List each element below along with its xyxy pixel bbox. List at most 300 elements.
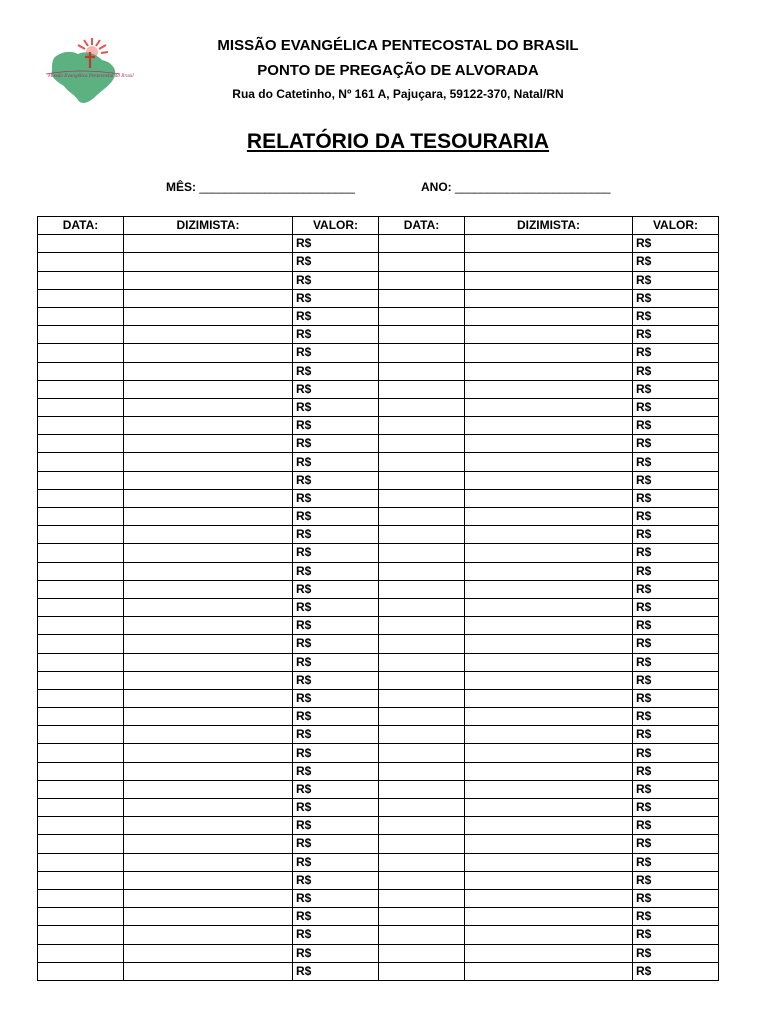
data-cell-left[interactable] xyxy=(38,435,124,453)
data-cell-right[interactable] xyxy=(379,289,465,307)
data-cell-left[interactable] xyxy=(38,453,124,471)
dizimista-cell-left[interactable] xyxy=(124,908,293,926)
table-row xyxy=(38,598,719,616)
table-row xyxy=(38,926,719,944)
valor-cell-right[interactable]: R$ xyxy=(633,380,719,398)
dizimista-cell-right[interactable] xyxy=(465,835,633,853)
data-cell-left[interactable] xyxy=(38,853,124,871)
dizimista-cell-left[interactable] xyxy=(124,671,293,689)
data-cell-right[interactable] xyxy=(379,817,465,835)
valor-cell-right[interactable]: R$ xyxy=(633,435,719,453)
data-cell-left[interactable] xyxy=(38,671,124,689)
table-header-row xyxy=(38,217,719,235)
dizimista-cell-left[interactable] xyxy=(124,562,293,580)
data-cell-left[interactable] xyxy=(38,344,124,362)
valor-cell-left[interactable]: R$ xyxy=(293,726,379,744)
data-cell-right[interactable] xyxy=(379,962,465,980)
data-cell-right[interactable] xyxy=(379,689,465,707)
dizimista-cell-left[interactable] xyxy=(124,235,293,253)
dizimista-cell-right[interactable] xyxy=(465,453,633,471)
dizimista-cell-right[interactable] xyxy=(465,362,633,380)
dizimista-cell-left[interactable] xyxy=(124,435,293,453)
org-name: MISSÃO EVANGÉLICA PENTECOSTAL DO BRASIL xyxy=(217,37,579,54)
table-row xyxy=(38,362,719,380)
table-row xyxy=(38,708,719,726)
dizimista-cell-right[interactable] xyxy=(465,853,633,871)
valor-cell-right[interactable]: R$ xyxy=(633,708,719,726)
valor-cell-left[interactable]: R$ xyxy=(293,653,379,671)
valor-cell-left[interactable]: R$ xyxy=(293,617,379,635)
data-cell-right[interactable] xyxy=(379,453,465,471)
dizimista-cell-right[interactable] xyxy=(465,326,633,344)
data-cell-right[interactable] xyxy=(379,671,465,689)
valor-cell-right[interactable]: R$ xyxy=(633,889,719,907)
dizimista-cell-left[interactable] xyxy=(124,598,293,616)
dizimista-cell-right[interactable] xyxy=(465,253,633,271)
data-cell-left[interactable] xyxy=(38,417,124,435)
dizimista-cell-left[interactable] xyxy=(124,417,293,435)
data-cell-left[interactable] xyxy=(38,562,124,580)
valor-cell-left[interactable]: R$ xyxy=(293,344,379,362)
dizimista-cell-right[interactable] xyxy=(465,598,633,616)
header-data-left: DATA: xyxy=(38,217,124,235)
dizimista-cell-left[interactable] xyxy=(124,926,293,944)
table-row xyxy=(38,435,719,453)
dizimista-cell-right[interactable] xyxy=(465,635,633,653)
data-cell-left[interactable] xyxy=(38,817,124,835)
data-cell-left[interactable] xyxy=(38,271,124,289)
valor-cell-right[interactable]: R$ xyxy=(633,726,719,744)
valor-cell-left[interactable]: R$ xyxy=(293,635,379,653)
data-cell-left[interactable] xyxy=(38,780,124,798)
data-cell-left[interactable] xyxy=(38,489,124,507)
dizimista-cell-right[interactable] xyxy=(465,762,633,780)
data-cell-left[interactable] xyxy=(38,653,124,671)
dizimista-cell-left[interactable] xyxy=(124,853,293,871)
ano-field[interactable] xyxy=(421,180,610,194)
valor-cell-right[interactable]: R$ xyxy=(633,780,719,798)
dizimista-cell-left[interactable] xyxy=(124,762,293,780)
header-valor-left: VALOR: xyxy=(293,217,379,235)
dizimista-cell-right[interactable] xyxy=(465,889,633,907)
dizimista-cell-left[interactable] xyxy=(124,744,293,762)
data-cell-right[interactable] xyxy=(379,653,465,671)
valor-cell-left[interactable]: R$ xyxy=(293,962,379,980)
table-row xyxy=(38,762,719,780)
dizimista-cell-left[interactable] xyxy=(124,471,293,489)
valor-cell-right[interactable]: R$ xyxy=(633,453,719,471)
data-cell-left[interactable] xyxy=(38,799,124,817)
data-cell-right[interactable] xyxy=(379,307,465,325)
valor-cell-left[interactable]: R$ xyxy=(293,417,379,435)
data-cell-left[interactable] xyxy=(38,508,124,526)
data-cell-left[interactable] xyxy=(38,726,124,744)
data-cell-right[interactable] xyxy=(379,435,465,453)
table-row xyxy=(38,526,719,544)
data-cell-left[interactable] xyxy=(38,689,124,707)
dizimista-cell-left[interactable] xyxy=(124,307,293,325)
dizimista-cell-right[interactable] xyxy=(465,726,633,744)
valor-cell-left[interactable]: R$ xyxy=(293,835,379,853)
valor-cell-left[interactable]: R$ xyxy=(293,307,379,325)
valor-cell-right[interactable]: R$ xyxy=(633,635,719,653)
table-row xyxy=(38,344,719,362)
dizimista-cell-right[interactable] xyxy=(465,617,633,635)
valor-cell-right[interactable]: R$ xyxy=(633,853,719,871)
data-cell-right[interactable] xyxy=(379,489,465,507)
dizimista-cell-right[interactable] xyxy=(465,653,633,671)
valor-cell-left[interactable]: R$ xyxy=(293,289,379,307)
table-row xyxy=(38,889,719,907)
ano-input-line[interactable]: ________________________ xyxy=(455,180,611,194)
dizimista-cell-left[interactable] xyxy=(124,653,293,671)
dizimista-cell-right[interactable] xyxy=(465,580,633,598)
dizimista-cell-left[interactable] xyxy=(124,271,293,289)
dizimista-cell-right[interactable] xyxy=(465,671,633,689)
data-cell-left[interactable] xyxy=(38,289,124,307)
data-cell-left[interactable] xyxy=(38,889,124,907)
dizimista-cell-left[interactable] xyxy=(124,580,293,598)
table-row xyxy=(38,453,719,471)
data-cell-right[interactable] xyxy=(379,617,465,635)
valor-cell-right[interactable]: R$ xyxy=(633,344,719,362)
data-cell-left[interactable] xyxy=(38,253,124,271)
data-cell-right[interactable] xyxy=(379,871,465,889)
valor-cell-left[interactable]: R$ xyxy=(293,235,379,253)
dizimista-cell-right[interactable] xyxy=(465,689,633,707)
table-row xyxy=(38,653,719,671)
data-cell-right[interactable] xyxy=(379,835,465,853)
mes-label: MÊS: xyxy=(166,180,196,194)
table-row xyxy=(38,235,719,253)
valor-cell-right[interactable]: R$ xyxy=(633,362,719,380)
table-row xyxy=(38,799,719,817)
data-cell-left[interactable] xyxy=(38,871,124,889)
valor-cell-right[interactable]: R$ xyxy=(633,508,719,526)
data-cell-left[interactable] xyxy=(38,962,124,980)
table-row xyxy=(38,835,719,853)
dizimista-cell-right[interactable] xyxy=(465,908,633,926)
valor-cell-right[interactable]: R$ xyxy=(633,962,719,980)
table-row xyxy=(38,326,719,344)
table-row xyxy=(38,380,719,398)
table-row xyxy=(38,726,719,744)
data-cell-right[interactable] xyxy=(379,762,465,780)
dizimista-cell-right[interactable] xyxy=(465,708,633,726)
dizimista-cell-left[interactable] xyxy=(124,380,293,398)
data-cell-right[interactable] xyxy=(379,926,465,944)
valor-cell-left[interactable]: R$ xyxy=(293,380,379,398)
dizimista-cell-right[interactable] xyxy=(465,435,633,453)
dizimista-cell-left[interactable] xyxy=(124,253,293,271)
dizimista-cell-right[interactable] xyxy=(465,380,633,398)
dizimista-cell-left[interactable] xyxy=(124,689,293,707)
dizimista-cell-left[interactable] xyxy=(124,726,293,744)
data-cell-left[interactable] xyxy=(38,380,124,398)
table-row xyxy=(38,817,719,835)
dizimista-cell-right[interactable] xyxy=(465,271,633,289)
dizimista-cell-left[interactable] xyxy=(124,962,293,980)
logo-script-text: Missão Evangélica Pentecostal do Brasil xyxy=(48,73,134,78)
data-cell-right[interactable] xyxy=(379,508,465,526)
valor-cell-right[interactable]: R$ xyxy=(633,762,719,780)
valor-cell-left[interactable]: R$ xyxy=(293,853,379,871)
valor-cell-right[interactable]: R$ xyxy=(633,526,719,544)
valor-cell-left[interactable]: R$ xyxy=(293,253,379,271)
valor-cell-right[interactable]: R$ xyxy=(633,417,719,435)
table-row xyxy=(38,744,719,762)
data-cell-right[interactable] xyxy=(379,853,465,871)
data-cell-right[interactable] xyxy=(379,526,465,544)
valor-cell-left[interactable]: R$ xyxy=(293,435,379,453)
dizimista-cell-right[interactable] xyxy=(465,544,633,562)
data-cell-right[interactable] xyxy=(379,235,465,253)
table-row xyxy=(38,944,719,962)
valor-cell-right[interactable]: R$ xyxy=(633,580,719,598)
page-title: RELATÓRIO DA TESOURARIA xyxy=(246,130,550,153)
dizimista-cell-left[interactable] xyxy=(124,508,293,526)
table-row xyxy=(38,307,719,325)
table-row xyxy=(38,780,719,798)
valor-cell-left[interactable]: R$ xyxy=(293,544,379,562)
data-cell-right[interactable] xyxy=(379,471,465,489)
valor-cell-right[interactable]: R$ xyxy=(633,653,719,671)
dizimista-cell-right[interactable] xyxy=(465,471,633,489)
table-row xyxy=(38,471,719,489)
data-cell-left[interactable] xyxy=(38,944,124,962)
data-cell-left[interactable] xyxy=(38,598,124,616)
valor-cell-left[interactable]: R$ xyxy=(293,598,379,616)
dizimista-cell-left[interactable] xyxy=(124,889,293,907)
dizimista-cell-right[interactable] xyxy=(465,508,633,526)
header-valor-right: VALOR: xyxy=(633,217,719,235)
valor-cell-right[interactable]: R$ xyxy=(633,289,719,307)
data-cell-right[interactable] xyxy=(379,344,465,362)
dizimista-cell-left[interactable] xyxy=(124,453,293,471)
data-cell-right[interactable] xyxy=(379,417,465,435)
dizimista-cell-right[interactable] xyxy=(465,562,633,580)
valor-cell-left[interactable]: R$ xyxy=(293,489,379,507)
valor-cell-right[interactable]: R$ xyxy=(633,271,719,289)
valor-cell-right[interactable]: R$ xyxy=(633,398,719,416)
data-cell-left[interactable] xyxy=(38,617,124,635)
valor-cell-left[interactable]: R$ xyxy=(293,362,379,380)
valor-cell-left[interactable]: R$ xyxy=(293,889,379,907)
dizimista-cell-right[interactable] xyxy=(465,817,633,835)
mes-field[interactable] xyxy=(166,180,355,194)
table-row xyxy=(38,635,719,653)
header-dizimista-left: DIZIMISTA: xyxy=(124,217,293,235)
dizimista-cell-left[interactable] xyxy=(124,398,293,416)
valor-cell-left[interactable]: R$ xyxy=(293,744,379,762)
valor-cell-left[interactable]: R$ xyxy=(293,671,379,689)
valor-cell-right[interactable]: R$ xyxy=(633,598,719,616)
address: Rua do Catetinho, Nº 161 A, Pajuçara, 59122-370, Natal/RN xyxy=(232,87,564,101)
valor-cell-left[interactable]: R$ xyxy=(293,689,379,707)
table-row xyxy=(38,689,719,707)
dizimista-cell-right[interactable] xyxy=(465,744,633,762)
valor-cell-left[interactable]: R$ xyxy=(293,780,379,798)
data-cell-right[interactable] xyxy=(379,726,465,744)
data-cell-left[interactable] xyxy=(38,708,124,726)
valor-cell-left[interactable]: R$ xyxy=(293,562,379,580)
valor-cell-right[interactable]: R$ xyxy=(633,817,719,835)
table-row xyxy=(38,508,719,526)
dizimista-cell-left[interactable] xyxy=(124,544,293,562)
valor-cell-left[interactable]: R$ xyxy=(293,708,379,726)
data-cell-right[interactable] xyxy=(379,326,465,344)
data-cell-left[interactable] xyxy=(38,526,124,544)
dizimista-cell-right[interactable] xyxy=(465,489,633,507)
data-cell-left[interactable] xyxy=(38,744,124,762)
dizimista-cell-right[interactable] xyxy=(465,871,633,889)
dizimista-cell-left[interactable] xyxy=(124,489,293,507)
data-cell-left[interactable] xyxy=(38,326,124,344)
dizimista-cell-right[interactable] xyxy=(465,780,633,798)
dizimista-cell-right[interactable] xyxy=(465,944,633,962)
dizimista-cell-left[interactable] xyxy=(124,944,293,962)
table-row xyxy=(38,617,719,635)
dizimista-cell-left[interactable] xyxy=(124,635,293,653)
table-row xyxy=(38,871,719,889)
data-cell-right[interactable] xyxy=(379,908,465,926)
data-cell-right[interactable] xyxy=(379,744,465,762)
valor-cell-right[interactable]: R$ xyxy=(633,689,719,707)
header-data-right: DATA: xyxy=(379,217,465,235)
valor-cell-right[interactable]: R$ xyxy=(633,562,719,580)
table-row xyxy=(38,253,719,271)
dizimista-cell-left[interactable] xyxy=(124,526,293,544)
table-row xyxy=(38,562,719,580)
valor-cell-left[interactable]: R$ xyxy=(293,398,379,416)
valor-cell-left[interactable]: R$ xyxy=(293,944,379,962)
data-cell-right[interactable] xyxy=(379,544,465,562)
data-cell-right[interactable] xyxy=(379,799,465,817)
ano-label: ANO: xyxy=(421,180,452,194)
valor-cell-right[interactable]: R$ xyxy=(633,235,719,253)
dizimista-cell-right[interactable] xyxy=(465,344,633,362)
data-cell-right[interactable] xyxy=(379,944,465,962)
dizimista-cell-left[interactable] xyxy=(124,344,293,362)
valor-cell-right[interactable]: R$ xyxy=(633,307,719,325)
valor-cell-right[interactable]: R$ xyxy=(633,944,719,962)
dizimista-cell-right[interactable] xyxy=(465,799,633,817)
valor-cell-left[interactable]: R$ xyxy=(293,508,379,526)
valor-cell-left[interactable]: R$ xyxy=(293,271,379,289)
valor-cell-right[interactable]: R$ xyxy=(633,926,719,944)
data-cell-right[interactable] xyxy=(379,889,465,907)
dizimista-cell-right[interactable] xyxy=(465,417,633,435)
valor-cell-left[interactable]: R$ xyxy=(293,926,379,944)
table-row xyxy=(38,962,719,980)
valor-cell-left[interactable]: R$ xyxy=(293,817,379,835)
table-row xyxy=(38,671,719,689)
dizimista-cell-left[interactable] xyxy=(124,817,293,835)
data-cell-left[interactable] xyxy=(38,835,124,853)
valor-cell-right[interactable]: R$ xyxy=(633,544,719,562)
valor-cell-left[interactable]: R$ xyxy=(293,471,379,489)
valor-cell-right[interactable]: R$ xyxy=(633,744,719,762)
data-cell-left[interactable] xyxy=(38,908,124,926)
valor-cell-left[interactable]: R$ xyxy=(293,326,379,344)
dizimista-cell-right[interactable] xyxy=(465,307,633,325)
valor-cell-right[interactable]: R$ xyxy=(633,908,719,926)
data-cell-right[interactable] xyxy=(379,253,465,271)
dizimista-cell-left[interactable] xyxy=(124,617,293,635)
dizimista-cell-left[interactable] xyxy=(124,362,293,380)
valor-cell-right[interactable]: R$ xyxy=(633,489,719,507)
valor-cell-right[interactable]: R$ xyxy=(633,253,719,271)
dizimista-cell-left[interactable] xyxy=(124,780,293,798)
valor-cell-left[interactable]: R$ xyxy=(293,453,379,471)
data-cell-right[interactable] xyxy=(379,380,465,398)
dizimista-cell-left[interactable] xyxy=(124,799,293,817)
dizimista-cell-left[interactable] xyxy=(124,326,293,344)
valor-cell-left[interactable]: R$ xyxy=(293,908,379,926)
valor-cell-left[interactable]: R$ xyxy=(293,871,379,889)
dizimista-cell-right[interactable] xyxy=(465,926,633,944)
valor-cell-left[interactable]: R$ xyxy=(293,799,379,817)
dizimista-cell-right[interactable] xyxy=(465,235,633,253)
data-cell-left[interactable] xyxy=(38,398,124,416)
data-cell-left[interactable] xyxy=(38,544,124,562)
data-cell-right[interactable] xyxy=(379,580,465,598)
data-cell-left[interactable] xyxy=(38,926,124,944)
data-cell-right[interactable] xyxy=(379,362,465,380)
ledger-table xyxy=(37,216,719,981)
branch-name: PONTO DE PREGAÇÃO DE ALVORADA xyxy=(257,62,539,79)
table-row xyxy=(38,908,719,926)
data-cell-left[interactable] xyxy=(38,471,124,489)
data-cell-right[interactable] xyxy=(379,635,465,653)
valor-cell-left[interactable]: R$ xyxy=(293,762,379,780)
valor-cell-right[interactable]: R$ xyxy=(633,471,719,489)
data-cell-right[interactable] xyxy=(379,562,465,580)
valor-cell-right[interactable]: R$ xyxy=(633,326,719,344)
valor-cell-right[interactable]: R$ xyxy=(633,671,719,689)
valor-cell-right[interactable]: R$ xyxy=(633,835,719,853)
valor-cell-right[interactable]: R$ xyxy=(633,871,719,889)
table-row xyxy=(38,580,719,598)
data-cell-left[interactable] xyxy=(38,235,124,253)
dizimista-cell-left[interactable] xyxy=(124,871,293,889)
valor-cell-right[interactable]: R$ xyxy=(633,799,719,817)
valor-cell-right[interactable]: R$ xyxy=(633,617,719,635)
dizimista-cell-right[interactable] xyxy=(465,289,633,307)
data-cell-right[interactable] xyxy=(379,708,465,726)
valor-cell-left[interactable]: R$ xyxy=(293,580,379,598)
mes-input-line[interactable]: ________________________ xyxy=(199,180,355,194)
data-cell-right[interactable] xyxy=(379,598,465,616)
dizimista-cell-right[interactable] xyxy=(465,526,633,544)
data-cell-left[interactable] xyxy=(38,362,124,380)
valor-cell-left[interactable]: R$ xyxy=(293,526,379,544)
header-dizimista-right: DIZIMISTA: xyxy=(465,217,633,235)
data-cell-left[interactable] xyxy=(38,635,124,653)
data-cell-right[interactable] xyxy=(379,271,465,289)
dizimista-cell-left[interactable] xyxy=(124,289,293,307)
data-cell-left[interactable] xyxy=(38,762,124,780)
dizimista-cell-left[interactable] xyxy=(124,835,293,853)
data-cell-left[interactable] xyxy=(38,307,124,325)
data-cell-right[interactable] xyxy=(379,780,465,798)
dizimista-cell-right[interactable] xyxy=(465,962,633,980)
table-row xyxy=(38,289,719,307)
data-cell-left[interactable] xyxy=(38,580,124,598)
dizimista-cell-right[interactable] xyxy=(465,398,633,416)
dizimista-cell-left[interactable] xyxy=(124,708,293,726)
data-cell-right[interactable] xyxy=(379,398,465,416)
